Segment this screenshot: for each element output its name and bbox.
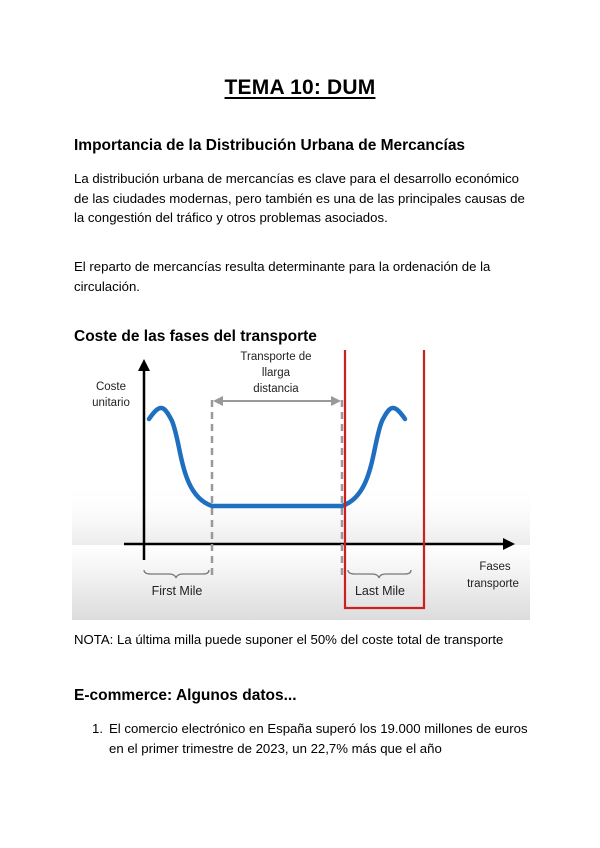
y-axis-label-line1: Coste: [95, 381, 127, 393]
section-heading-ecommerce: E-commerce: Algunos datos...: [74, 687, 297, 704]
x-axis-label-line2: transporte: [467, 578, 519, 590]
paragraph-dum-importance: La distribución urbana de mercancías es clave para el desarrollo económico de las ciudades modernas, pero también es una de las principales causas de la congestión del tráfico y otros problemas asociados.: [74, 171, 525, 225]
last-mile-label: Last Mile: [354, 584, 406, 598]
x-axis-label-line1: Fases: [479, 561, 511, 573]
y-axis-label-line2: unitario: [92, 397, 130, 409]
long-distance-label-line3: distancia: [253, 383, 299, 395]
note-last-mile: NOTA: La última milla puede suponer el 50% del coste total de transporte: [74, 632, 504, 647]
list-item-number: 1.: [92, 721, 103, 736]
section-heading-coste: Coste de las fases del transporte: [74, 328, 317, 345]
first-mile-label: First Mile: [151, 584, 203, 598]
floor-band: [72, 545, 530, 620]
background-shade: [72, 483, 530, 545]
page-title: TEMA 10: DUM: [224, 76, 376, 99]
transport-cost-diagram: [72, 345, 530, 620]
section-heading-importancia: Importancia de la Distribución Urbana de Mercancías: [74, 137, 466, 154]
paragraph-reparto: El reparto de mercancías resulta determinante para la ordenación de la circulación.: [74, 259, 491, 294]
long-distance-arrowhead-left: [213, 396, 223, 406]
y-axis-arrowhead: [138, 359, 150, 371]
long-distance-label-line1: Transporte de: [240, 351, 312, 363]
list-item: [74, 719, 534, 758]
ecommerce-data-list: [74, 719, 534, 758]
long-distance-label-line2: llarga: [261, 367, 291, 379]
list-item-text: El comercio electrónico en España superó los 19.000 millones de euros en el primer trimestre de 2023, un 22,7% más que el año: [109, 721, 528, 756]
long-distance-arrowhead-right: [331, 396, 341, 406]
